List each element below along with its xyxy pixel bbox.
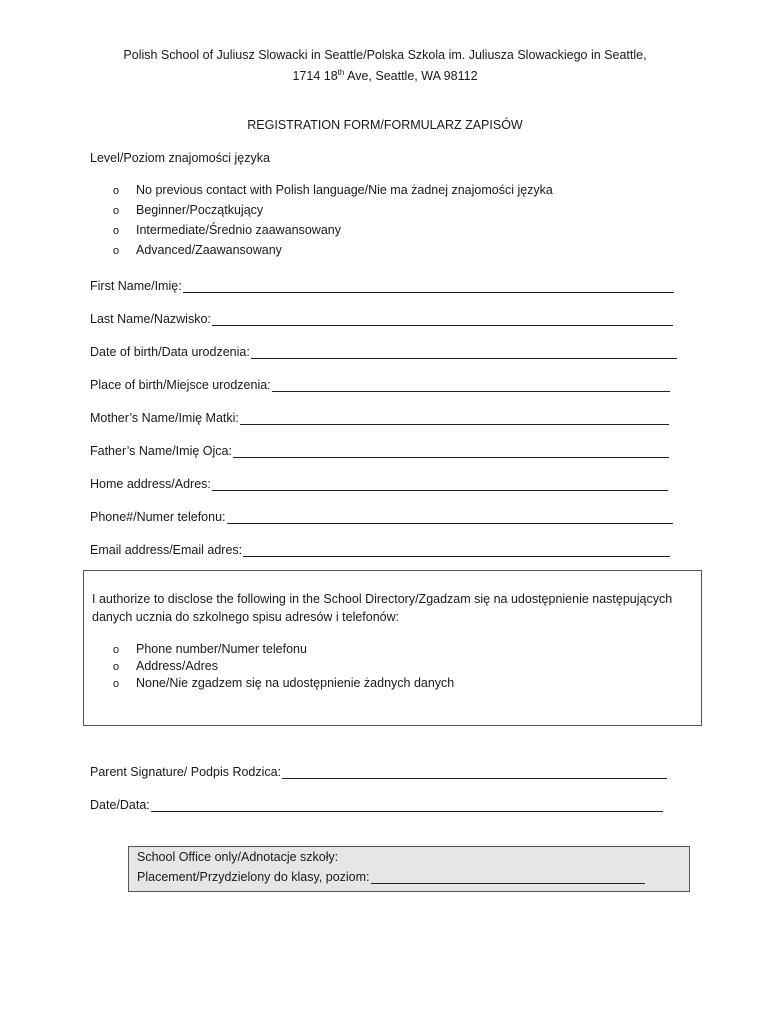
placement-field[interactable] — [137, 866, 645, 884]
level-option[interactable] — [113, 200, 553, 220]
consent-option-label: Address/Adres — [136, 659, 218, 673]
consent-option-label: Phone number/Numer telefonu — [136, 642, 307, 656]
address-rest: Ave, Seattle, WA 98112 — [344, 69, 478, 84]
date-of-birth-label: Date of birth/Data urodzenia: — [90, 345, 250, 359]
school-header — [0, 46, 770, 85]
level-option[interactable] — [113, 240, 553, 260]
level-option[interactable] — [113, 220, 553, 240]
home-address-field[interactable] — [90, 473, 668, 491]
bullet-circle: o — [113, 678, 120, 690]
level-label: Level/Poziom znajomości języka — [90, 151, 270, 165]
placement-input-line[interactable] — [371, 870, 645, 884]
consent-options-list — [113, 641, 454, 692]
bullet-circle: o — [113, 225, 120, 237]
school-name-line: Polish School of Juliusz Slowacki in Seattle/Polska Szkola im. Juliusza Slowackiego in Seattle, — [123, 48, 647, 62]
phone-input-line[interactable] — [227, 510, 673, 524]
phone-label: Phone#/Numer telefonu: — [90, 510, 226, 524]
last-name-input-line[interactable] — [212, 312, 673, 326]
bullet-circle: o — [113, 185, 120, 197]
email-label: Email address/Email adres: — [90, 543, 243, 557]
bullet-circle: o — [113, 661, 120, 673]
date-input-line[interactable] — [151, 798, 663, 812]
placement-label: Placement/Przydzielony do klasy, poziom: — [137, 870, 370, 884]
bullet-circle: o — [113, 644, 120, 656]
place-of-birth-input-line[interactable] — [272, 378, 670, 392]
level-option-label: Beginner/Początkujący — [136, 203, 264, 217]
school-address-line — [0, 64, 770, 85]
school-office-box — [128, 846, 690, 892]
fathers-name-field[interactable] — [90, 440, 669, 458]
address-ordinal-suffix: th — [337, 68, 345, 77]
first-name-label: First Name/Imię: — [90, 279, 182, 293]
first-name-field[interactable] — [90, 275, 674, 293]
email-field[interactable] — [90, 539, 670, 557]
office-use-label: School Office only/Adnotacje szkoły: — [137, 850, 339, 864]
consent-text: I authorize to disclose the following in the School Directory/Zgadzam się na udostępnienie następujących danych ucznia do szkolnego spisu adresów i telefonów: — [92, 592, 673, 624]
place-of-birth-label: Place of birth/Miejsce urodzenia: — [90, 378, 271, 392]
level-option-label: Intermediate/Średnio zaawansowany — [136, 223, 341, 237]
level-option-label: No previous contact with Polish language/Nie ma żadnej znajomości języka — [136, 183, 553, 197]
fathers-name-input-line[interactable] — [233, 444, 669, 458]
parent-signature-input-line[interactable] — [282, 765, 667, 779]
mothers-name-label: Mother’s Name/Imię Matki: — [90, 411, 239, 425]
address-street-number: 1714 18 — [292, 69, 338, 84]
phone-field[interactable] — [90, 506, 673, 524]
email-input-line[interactable] — [243, 543, 670, 557]
date-label: Date/Data: — [90, 798, 150, 812]
date-of-birth-input-line[interactable] — [251, 345, 677, 359]
consent-option-label: None/Nie zgadzem się na udostępnienie żadnych danych — [136, 676, 455, 690]
date-of-birth-field[interactable] — [90, 341, 677, 359]
consent-option[interactable] — [113, 658, 454, 675]
level-option-label: Advanced/Zaawansowany — [136, 243, 282, 257]
home-address-label: Home address/Adres: — [90, 477, 211, 491]
level-option[interactable] — [113, 180, 553, 200]
mothers-name-input-line[interactable] — [240, 411, 669, 425]
bullet-circle: o — [113, 245, 120, 257]
home-address-input-line[interactable] — [212, 477, 668, 491]
last-name-label: Last Name/Nazwisko: — [90, 312, 211, 326]
bullet-circle: o — [113, 205, 120, 217]
consent-option[interactable] — [113, 675, 454, 692]
consent-option[interactable] — [113, 641, 454, 658]
fathers-name-label: Father’s Name/Imię Ojca: — [90, 444, 232, 458]
parent-signature-field[interactable] — [90, 761, 667, 779]
directory-consent-box — [83, 570, 702, 726]
last-name-field[interactable] — [90, 308, 673, 326]
first-name-input-line[interactable] — [183, 279, 674, 293]
form-title: REGISTRATION FORM/FORMULARZ ZAPISÓW — [247, 118, 523, 132]
level-options-list — [113, 180, 553, 260]
mothers-name-field[interactable] — [90, 407, 669, 425]
place-of-birth-field[interactable] — [90, 374, 670, 392]
date-field[interactable] — [90, 794, 663, 812]
parent-signature-label: Parent Signature/ Podpis Rodzica: — [90, 765, 282, 779]
